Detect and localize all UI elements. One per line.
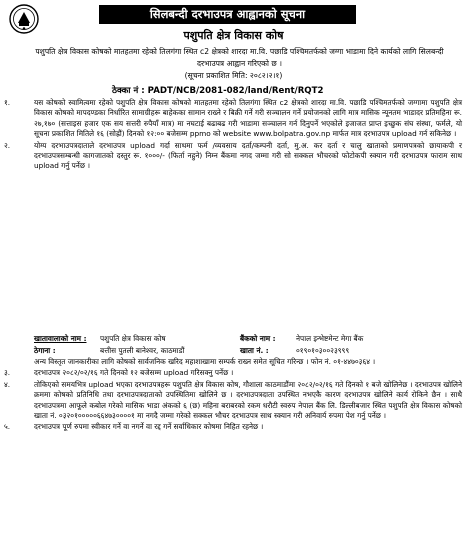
item-text: यस कोषको स्वामित्वमा रहेको पशुपति क्षेत्र विकास कोषको मातहतमा रहेको तिलगंगा स्थित c2 क्षेत्रको शारदा मा.वि. पछाडि पश्चिमतर्फको जग्गामा पशुपति क्षेत्र विकास कोषको मापदण्डका निर्धारित सामाग्रीहरू बाहेकका सामान राख्ने र बिक्री गर्ने गरी सञ्चालन गर्ने प्रयोजनको लागि मात्र मासिक न्यूनतम भाडादर प्रतिमहिना रू. २७,१७० (सत्ताइस हजार एक सय सत्तरी रुपैयाँ मात्र) मा नघटाई बढाबढ गरी भाडामा सञ्चालन गर्न दिनुपर्ने भएकोले इजाजत प्राप्त इच्छुक संघ संस्था, फर्मले, यो सूचना प्रकाशित मितिले १६ (सोह्रौं) दिनको १२:०० बजेसम्म ppmo को website www.bolpatra.gov.np मार्फत मात्र दरभाउपत्र upload गर्न सकिनेछ । [34, 98, 462, 139]
item-text: अन्य विस्तृत जानकारीका लागि कोषको सार्वजनिक खरिद महाशाखामा सम्पर्क राख्न समेत सूचित गरिन्छ । फोन नं. ०१-४४७०३६४ । [34, 357, 376, 366]
organization-name: पशुपति क्षेत्र विकास कोष [183, 29, 284, 42]
account-name-label: खातावालाको नाम : [34, 334, 87, 343]
item-number: १. [4, 98, 11, 107]
bank-name-label: बैंकको नाम : [240, 334, 276, 343]
list-item [4, 141, 462, 172]
terms-list-continued [4, 357, 462, 434]
intro-paragraph: पशुपति क्षेत्र विकास कोषको मातहतमा रहेको तिलगंगा स्थित c2 क्षेत्रको शारदा मा.वि. पछाडि पश्चिमतर्फको जग्गा भाडामा दिने कार्यको लागि सिलबन्दी दरभाउपत्र आह्वान गरिएको छ । [35, 47, 444, 68]
bank-name-value: नेपाल इन्भेष्टमेन्ट मेगा बैंक [296, 334, 364, 343]
bank-row [34, 345, 460, 357]
address-label: ठेगाना : [34, 346, 56, 355]
item-number: २. [4, 140, 11, 150]
item-number: ५. [4, 422, 11, 432]
item-text: तोकिएको समयभित्र upload भएका दरभाउपत्रहरू पशुपति क्षेत्र विकास कोष, गौशाला काठमाडौंमा २०८२/०२/१६ गते दिनको १ बजे खोलिनेछ । दरभाउपत्र खोलिने क्रममा कोषको प्रतिनिधि तथा दरभाउपत्रदाताको उपस्थितिमा खोलिने छ । दरभाउपत्रदाता उपस्थित नभएकै कारण दरभाउपत्र खोलिने कार्य रोकिने छैन । साथै दरभाउपत्रमा आफूले कबोल गरेको मासिक भाडा अंकको ६ (छ) महिना बराबरको रकम धरौटी स्वरुप नेपाल बैंक लि. डिल्लीबजार स्थित पशुपति क्षेत्र विकास कोषको खाता नं. ०३२०१०००००६६४७३००००१ मा नगदै जम्मा गरेको सक्कल भौचर दरभाउपत्र साथ स्क्यान गरी अनिवार्य रुपमा पेश गर्नु पर्नेछ । [34, 379, 462, 421]
publication-date: (सूचना प्रकाशित मिति: २०८२।२।१) [184, 71, 283, 80]
account-number-label: खाता नं. : [240, 346, 269, 355]
list-item [4, 380, 462, 422]
account-number-value: ०१९०१०३००२३९९९ [296, 346, 350, 355]
list-item [4, 368, 462, 378]
item-text: दरभाउपत्र पूर्ण रुपमा स्वीकार गर्ने वा नगर्ने वा रद्द गर्ने सर्वाधिकार कोषमा निहित रहनेछ । [34, 422, 264, 432]
contract-number: ठेक्का नं : PADT/NCB/2081-082/land/Rent/RQT2 [112, 86, 324, 96]
list-item [4, 98, 462, 140]
item-number: ३. [4, 368, 11, 378]
terms-list [4, 98, 462, 173]
item-text: योग्य दरभाउपत्रदाताले दरभाउपत्र upload गर्दा साथमा फर्म /व्यवसाय दर्ता/कम्पनी दर्ता, मु.अ. कर दर्ता र चालु खाताको प्रमाणपत्रको छायाकपी र दरभाउपत्रसम्बन्धी कागजातको दस्तुर रू. १०००/- (फिर्ता नहुने) निम्न बैंकमा नगद जम्मा गरी सो सक्कल भौचरको फोटोकपी स्क्यान गरी दरभाउपत्र फाराम साथ upload गर्नु पर्नेछ । [34, 140, 462, 171]
address-value: बत्तीस पुतली बानेश्वर, काठमाडौं [100, 346, 185, 355]
list-item [4, 422, 462, 432]
bank-details [34, 333, 460, 357]
item-number [4, 357, 34, 367]
list-item [4, 357, 462, 367]
item-number: ४. [4, 379, 11, 389]
item-text: दरभाउपत्र २०८२/०२/१६ गते दिनको १२ बजेसम्म upload गरिसक्नु पर्नेछ । [34, 368, 234, 378]
account-name-value: पशुपति क्षेत्र विकास कोष [100, 334, 166, 343]
bank-row [34, 333, 460, 345]
notice-title-banner: सिलबन्दी दरभाउपत्र आह्वानको सूचना [99, 5, 356, 24]
